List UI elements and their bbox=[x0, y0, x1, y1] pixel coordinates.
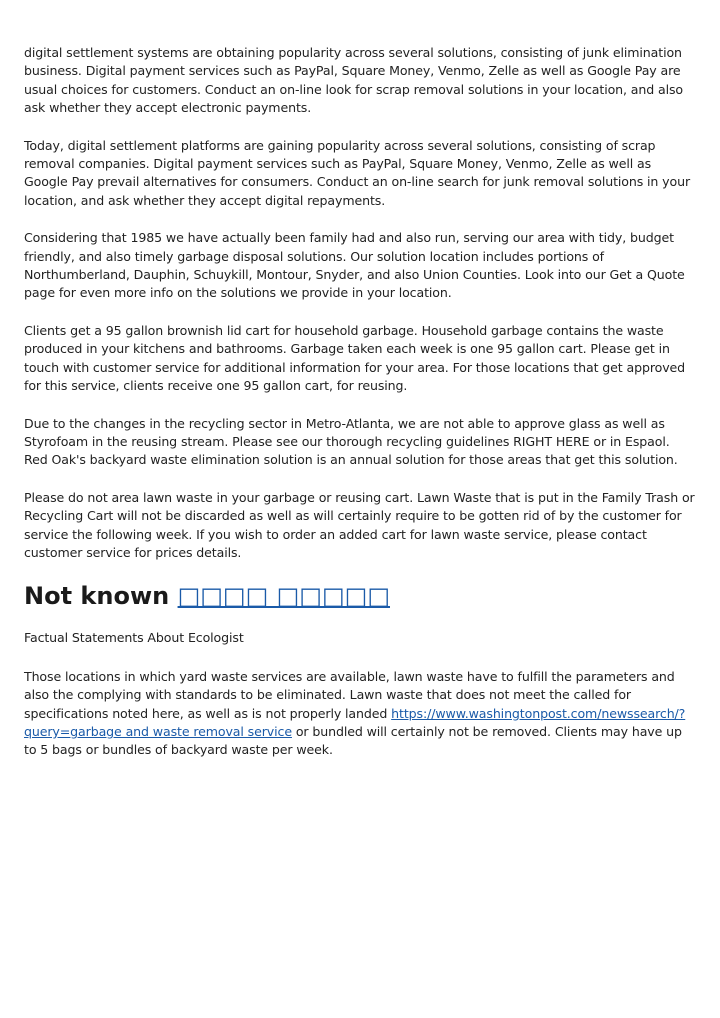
paragraph-6: Please do not area lawn waste in your garbage or reusing cart. Lawn Waste that is put in the Family Trash or Recycling Cart will not be discarded as well as will certainly require to be gotten rid of by the customer for service the following week. If you wish to order an added cart for lawn waste service, please contact customer service for prices details. bbox=[24, 489, 695, 560]
section-heading bbox=[24, 581, 696, 611]
paragraph-7 bbox=[24, 668, 696, 760]
paragraph-1: digital settlement systems are obtaining popularity across several solutions, consisting of junk elimination business. Digital payment services such as PayPal, Square Money, Venmo, Zelle as well as Google Pay are usual choices for customers. Conduct an on-line look for scrap removal solutions in your location, and also ask whether they accept electronic payments. bbox=[24, 45, 684, 116]
paragraph-3: Considering that 1985 we have actually been family had and also run, serving our area with tidy, budget friendly, and also timely garbage disposal solutions. Our solution location includes portions of Northumberland, Dauphin, Schuykill, Montour, Snyder, and also Union Counties. Look into our Get a Quote page for even more info on the solutions we provide in your location. bbox=[24, 230, 685, 301]
paragraph-7-text-after: or bundled will certainly not be removed. Clients may have up to 5 bags or bundles of backyard waste per week. bbox=[24, 723, 682, 758]
paragraph-2: Today, digital settlement platforms are gaining popularity across several solutions, consisting of scrap removal companies. Digital payment services such as PayPal, Square Money, Venmo, Zelle as well as Google Pay prevail alternatives for consumers. Conduct an on-line search for junk removal solutions in your location, and ask whether they accept digital repayments. bbox=[24, 137, 691, 208]
paragraph-5: Due to the changes in the recycling sector in Metro-Atlanta, we are not able to approve glass as well as Styrofoam in the reusing stream. Please see our thorough recycling guidelines RIGHT HERE or in Espaol. Red Oak's backyard waste elimination solution is an annual solution for those areas that get this solution. bbox=[24, 415, 678, 468]
section-heading-link[interactable]: □□□□ □□□□□ bbox=[177, 582, 390, 611]
paragraph-7-text-before: Those locations in which yard waste services are available, lawn waste have to fulfill the parameters and also the complying with standards to be eliminated. Lawn waste that does not meet the called for specifications noted here, as well as is not properly landed bbox=[24, 668, 675, 721]
document-page bbox=[24, 44, 696, 779]
section-heading-text: Not known bbox=[24, 582, 178, 611]
paragraph-4: Clients get a 95 gallon brownish lid cart for household garbage. Household garbage contains the waste produced in your kitchens and bathrooms. Garbage taken each week is one 95 gallon cart. Please get in touch with customer service for additional information for your area. For those locations that get approved for this service, clients receive one 95 gallon cart, for reusing. bbox=[24, 322, 686, 394]
washingtonpost-search-link[interactable]: https://www.washingtonpost.com/newssearch/?query=garbage and waste removal service bbox=[24, 705, 686, 739]
section-subheading: Factual Statements About Ecologist bbox=[24, 630, 244, 646]
